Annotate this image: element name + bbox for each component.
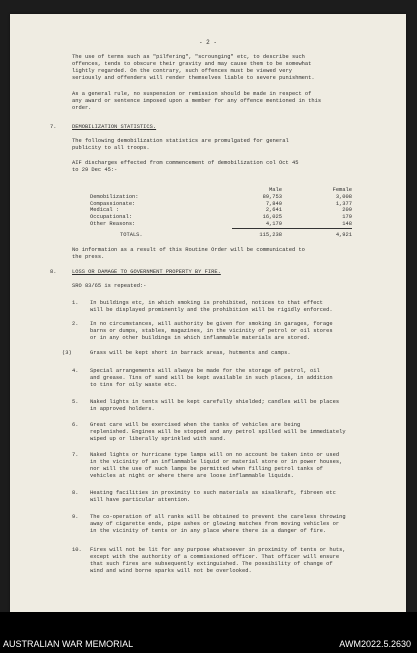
item-text: The co-operation of all ranks will be obtained to prevent the careless throwing away of cigarette ends, pipe ashes or glowing matches from moving vehicles or in the vicinity of tents or in any place where there is a danger of fire. bbox=[90, 514, 346, 534]
section-7-intro: The following demobilization statistics are promulgated for general publicity to all troops. bbox=[72, 138, 289, 151]
item-number: 9. bbox=[72, 514, 79, 520]
item-text: In no circumstances, will authority be given for smoking in garages, forage barns or dumps, stables, magazines, in the vicinity of petrol or oil stores or in any other buildings in which inflammable materials are stored. bbox=[90, 321, 333, 341]
item-number: 1. bbox=[72, 300, 79, 306]
item-number: 6. bbox=[72, 422, 79, 428]
totals-male: 115,238 bbox=[232, 228, 312, 238]
section-8-heading: LOSS OR DAMAGE TO GOVERNMENT PROPERTY BY FIRE. bbox=[72, 269, 221, 275]
section-7-lead: AIF discharges effected from commencement of demobilization col Oct 45 to 29 Dec 45:- bbox=[72, 160, 299, 173]
row-female: 179 bbox=[342, 214, 352, 221]
item-text: Naked lights or hurricane type lamps will on no account be taken into or used in the vicinity of an inflammable liquid or material store or in power houses, nor will the use of such lamps be permitted when filling petrol tanks of vehicles at night or where there are loose inflammable liquids. bbox=[90, 452, 343, 479]
row-male: 89,753 bbox=[262, 193, 282, 200]
row-label: Compassionate: bbox=[90, 200, 136, 207]
table-row bbox=[90, 207, 352, 214]
totals-label: TOTALS. bbox=[120, 231, 143, 238]
table-row bbox=[90, 221, 352, 228]
footer-institution: AUSTRALIAN WAR MEMORIAL bbox=[3, 639, 134, 649]
totals-female: 4,921 bbox=[312, 228, 352, 238]
row-male: 4,179 bbox=[265, 220, 282, 227]
section-8-reference: SRO 83/65 is repeated:- bbox=[72, 283, 147, 289]
general-rule-paragraph: As a general rule, no suspension or remission should be made in respect of any award or sentence imposed upon a member for any offence mentioned in this order. bbox=[72, 91, 322, 111]
stats-header-row bbox=[90, 187, 352, 194]
item-number: 4. bbox=[72, 368, 79, 374]
row-label: Medical : bbox=[90, 207, 120, 214]
page-number: - 2 - bbox=[198, 39, 217, 46]
footer-reference: AWM2022.5.2630 bbox=[339, 639, 411, 649]
col-male-header: Male bbox=[269, 187, 282, 193]
section-7-heading: DEMOBILIZATION STATISTICS. bbox=[72, 124, 157, 130]
item-number: (3) bbox=[62, 350, 72, 356]
row-female: 209 bbox=[342, 207, 352, 214]
item-number: 10. bbox=[72, 547, 82, 553]
item-number: 2. bbox=[72, 321, 79, 327]
row-label: Occupational: bbox=[90, 214, 133, 221]
table-row bbox=[90, 194, 352, 201]
document-page bbox=[10, 14, 406, 612]
row-label: Demobilization: bbox=[90, 193, 139, 200]
row-male: 16,025 bbox=[262, 214, 282, 221]
archive-footer bbox=[0, 612, 417, 653]
col-female-header: Female bbox=[332, 187, 352, 193]
row-male: 2,641 bbox=[265, 207, 282, 214]
table-row bbox=[90, 214, 352, 221]
item-number: 7. bbox=[72, 452, 79, 458]
demobilization-stats-table bbox=[90, 187, 352, 239]
row-female: 148 bbox=[342, 220, 352, 227]
section-7-number: 7. bbox=[50, 124, 57, 130]
item-text: Heating facilities in proximity to such materials as sisalkraft, fibreen etc will have particular attention. bbox=[90, 490, 336, 503]
item-number: 5. bbox=[72, 399, 79, 405]
item-text: Naked lights in tents will be kept carefully shielded; candles will be places in approved holders. bbox=[90, 399, 340, 412]
row-female: 1,377 bbox=[335, 200, 352, 207]
item-text: Special arrangements will always be made for the storage of petrol, oil and grease. Tins of sand will be kept available in such places, in addition to tins for oily waste etc. bbox=[90, 368, 333, 388]
row-female: 3,008 bbox=[335, 193, 352, 200]
section-8-number: 8. bbox=[50, 269, 57, 275]
item-text: Fires will not be lit for any purpose whatsoever in proximity of tents or huts, except with the authority of a commissioned officer. That officer will ensure that such fires are subsequently extinguished. The possibility of change of wind and wind borne sparks will not be overlooked. bbox=[90, 547, 346, 574]
item-text: Great care will be exercised when the tanks of vehicles are being replenished. Engines will be stopped and any petrol spilled will be immediately wiped up or liberally sprinkled with sand. bbox=[90, 422, 346, 442]
item-text: In buildings etc, in which smoking is prohibited, notices to that effect will be displayed prominently and the prohibition will be rigidly enforced. bbox=[90, 300, 333, 313]
row-male: 7,840 bbox=[265, 200, 282, 207]
table-row bbox=[90, 201, 352, 208]
item-number: 8. bbox=[72, 490, 79, 496]
section-7-closing: No information as a result of this Routine Order will be communicated to the press. bbox=[72, 247, 305, 260]
row-label: Other Reasons: bbox=[90, 221, 136, 228]
item-text: Grass will be kept short in barrack areas, hutments and camps. bbox=[90, 350, 291, 356]
totals-row bbox=[90, 228, 352, 238]
intro-paragraph: The use of terms such as "pilfering", "scrounging" etc, to describe such offences, tends to obscure their gravity and may cause them to be somewhat lightly regarded. On the contrary, such offences must be viewed very seriously and offenders will render themselves liable to severe punishment. bbox=[72, 54, 315, 81]
